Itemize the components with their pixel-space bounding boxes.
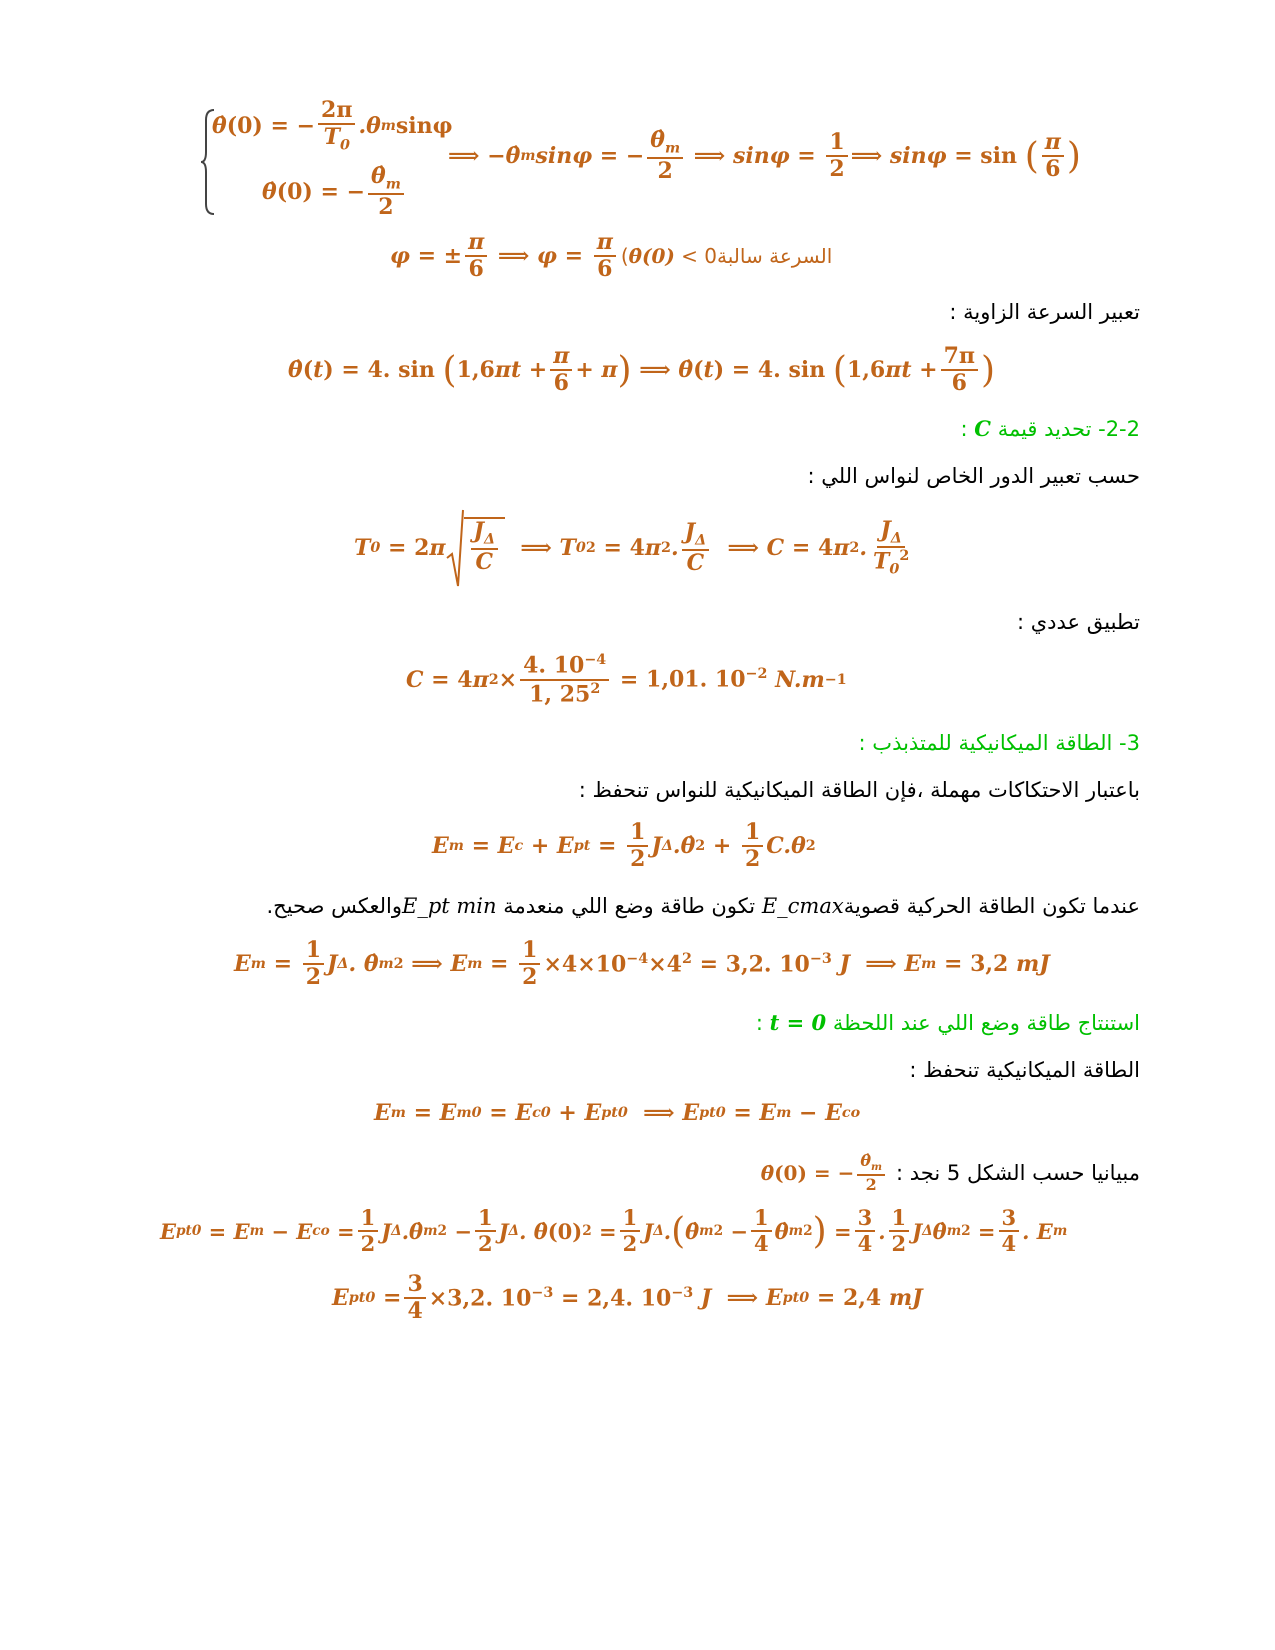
text-period: حسب تعبير الدور الخاص لنواس اللي : xyxy=(807,464,1140,488)
text-when-kinetic-max: عندما تكون الطاقة الحركية قصويةE_cmax تكون طاقة وضع اللي منعدمة E_pt minوالعكس صحيح. xyxy=(266,894,1140,918)
text-friction: باعتبار الاحتكاكات مهملة ،فإن الطاقة الميكانيكية للنواس تنحفظ : xyxy=(578,778,1140,802)
text-conserved: الطاقة الميكانيكية تنحفظ : xyxy=(909,1058,1140,1082)
equation-Em: E m = E c + E pt = $\frac{1}{2}$ J Δ .θ̇ 2 + $\frac{1}{2}$ C.θ 2 xyxy=(432,819,816,873)
text-graph: مبيانيا حسب الشكل 5 نجد : θ̇ (0) = − $\frac{\thetȧ_m}{2}$ xyxy=(760,1151,1140,1195)
section-deduce-heading: استنتاج طاقة وضع اللي عند اللحظة t = 0 : xyxy=(755,1010,1140,1035)
equation-Ept0-expand: E pt0 = E m − E co = $\frac{1}{2}$ J Δ .θ̇ m 2 − $\frac{1}{2}$ J Δ . θ̇ (0) 2 = $\frac{1}{2}$ J Δ . ( θ̇ m 2 − $\frac{1}{4}$ θ̇ m 2 ) = $\frac{3}{4}$ . $\frac{1}{2}$ J Δ θ̇ m 2 = $\frac{3}{4}$ . E m xyxy=(160,1205,1068,1257)
text-numeric-application: تطبيق عددي : xyxy=(1016,610,1140,634)
equation-phi: φ = ± $\frac{\pi}{6}$ ⟹ φ = $\frac{\pi}{6}$ (θ̇(0) < 0⁧السرعة سالبة⁩ xyxy=(390,229,833,283)
equation-Ept0-numeric: E pt0 = $\frac{3}{4}$ ×3,2. $10^{-3} = 2,4$. $10^{-3}$ J ⟹ E pt0 = 2,4 mJ xyxy=(332,1271,923,1325)
equation-system-line2: θ̇ (0) = − $\frac{\thetȧ_m}{2}$ xyxy=(262,164,407,220)
equation-Ept0-def: E m = E m0 = E c0 + E pt0 ⟹ E pt0 = E m − E co xyxy=(374,1100,861,1126)
heading-angular-speed: تعبير السرعة الزاوية : xyxy=(949,300,1140,324)
phi-note: (θ̇(0) < 0⁧السرعة سالبة⁩ xyxy=(620,244,833,269)
equation-Em-numeric: E m = $\frac{1}{2}$ J Δ . θ̇ m 2 ⟹ E m = $\frac{1}{2}$ $\times 4\times 10^{-4}\times 4^2 = 3,2$. $10^{-3}$ J ⟹ E m = 3,2 mJ xyxy=(234,937,1050,991)
equation-graph: θ̇ (0) = − $\frac{\thetȧ_m}{2}$ xyxy=(761,1152,888,1195)
section-3-heading: 3- الطاقة الميكانيكية للمتذبذب : xyxy=(858,731,1140,755)
section-2-2-heading: 2-2- تحديد قيمة C : xyxy=(960,416,1140,441)
equation-theta-dot-t: θ̇ ( t ) = 4. sin ( 1,6 πt + $\frac{\pi}{6}$ + π ) ⟹ θ̇ ( t ) = 4. sin ( 1,6 πt + $\frac{7\pi}{6}$ ) xyxy=(288,343,996,397)
equation-system-line1: θ̇ (0) = − $\frac{2\pi}{T_0}$ .θ m sinφ xyxy=(212,97,453,154)
equation-period: T 0 = 2 π $\frac{J_\Delta}{C}$ ⟹ T 0 2 = 4 π 2 . $\frac{J_\Delta}{C}$ ⟹ C = 4 π 2 . $\frac{J_\Delta}{T_0^2}$ xyxy=(354,508,915,588)
equation-C-numeric: C = 4 π 2 × $\frac{4. 10^{-4}}{1, 25^2}$ = 1,01. $10^{-2}$ N.m −1 xyxy=(406,652,847,707)
equation-system-result: ⟹ −θ̇ m sinφ = − $\frac{\thetȧ_m}{2}$ ⟹ sinφ = $\frac{1}{2}$ ⟹ sinφ = sin ( $\frac{\pi}{6}$ ) xyxy=(448,127,1081,184)
